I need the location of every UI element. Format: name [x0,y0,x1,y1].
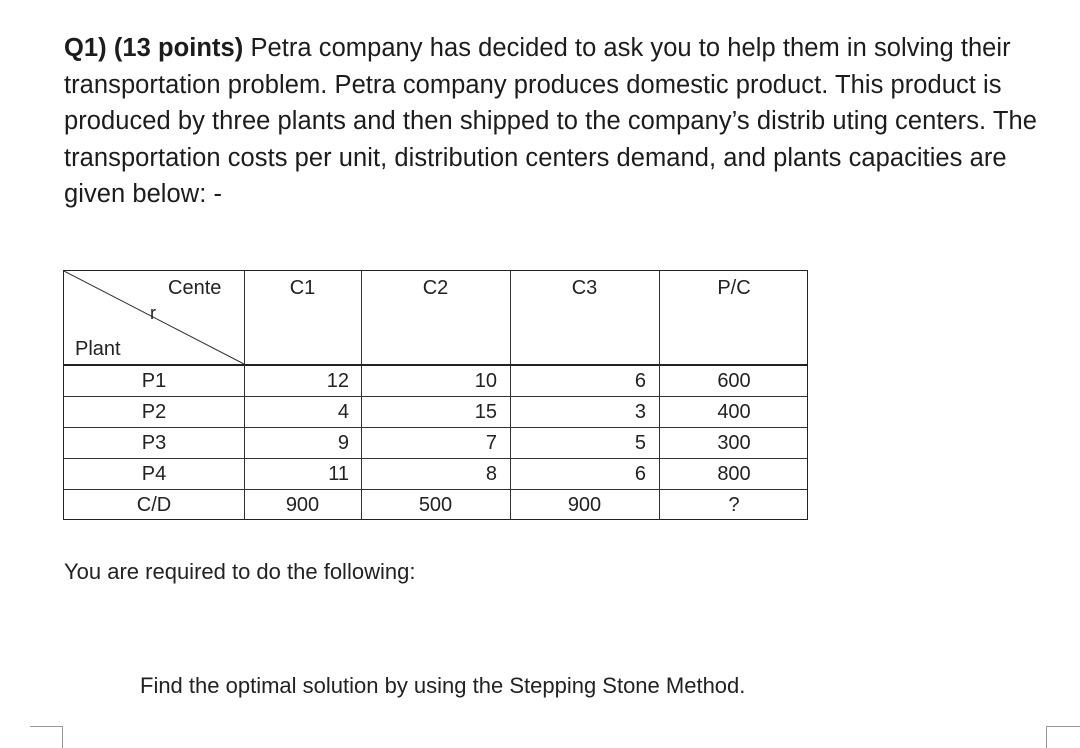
grid-line [64,427,807,428]
corner-label-plant: Plant [75,338,121,360]
header-pc: P/C [717,277,751,299]
row-label-p2: P2 [141,401,167,423]
capacity-p1: 600 [717,370,751,392]
grid-line [64,458,807,459]
transportation-table [63,270,808,520]
question-points: (13 points) [113,34,244,62]
demand-c3: 900 [567,494,602,516]
header-c1: C1 [289,277,316,299]
cost-p4-c2: 8 [485,463,497,485]
capacity-p4: 800 [717,463,751,485]
corner-label-centre-suffix: r [150,303,156,323]
cost-p1-c3: 6 [634,370,646,392]
cost-p2-c1: 4 [337,401,349,423]
cost-p1-c1: 12 [326,370,349,392]
cost-p3-c2: 7 [485,432,497,454]
cost-p2-c3: 3 [634,401,646,423]
cost-p2-c2: 15 [474,401,497,423]
demand-total: ? [728,494,740,516]
row-label-p4: P4 [141,463,167,485]
grid-line [64,489,807,490]
cost-p3-c1: 9 [337,432,349,454]
page-corner-mark-left [30,726,63,748]
grid-line [64,396,807,397]
header-c3: C3 [571,277,598,299]
capacity-p3: 300 [717,432,751,454]
demand-c2: 500 [418,494,453,516]
cost-p4-c1: 11 [328,463,349,485]
required-instructions: You are required to do the following: [64,559,416,584]
row-label-p1: P1 [141,370,167,392]
row-label-p3: P3 [141,432,167,454]
question-number: Q1) [64,34,107,62]
cost-p4-c3: 6 [634,463,646,485]
row-label-demand: C/D [136,494,172,516]
question-body: Petra company has decided to ask you to help them in solving their transportation problem. Petra company produces domestic product. This product is produced by three plants and then shipped to the company’s distrib uting centers. The transportation costs per unit, distribution centers demand, and plants capacities are given below: - [64,34,1037,208]
cost-p3-c3: 5 [634,432,646,454]
cost-p1-c2: 10 [474,370,497,392]
task-instruction: Find the optimal solution by using the Stepping Stone Method. [140,673,746,698]
demand-c1: 900 [285,494,320,516]
header-c2: C2 [422,277,449,299]
corner-label-centre: Cente [168,277,222,299]
question-text [64,30,1054,213]
page-corner-mark-right [1046,726,1080,748]
capacity-p2: 400 [717,401,751,423]
